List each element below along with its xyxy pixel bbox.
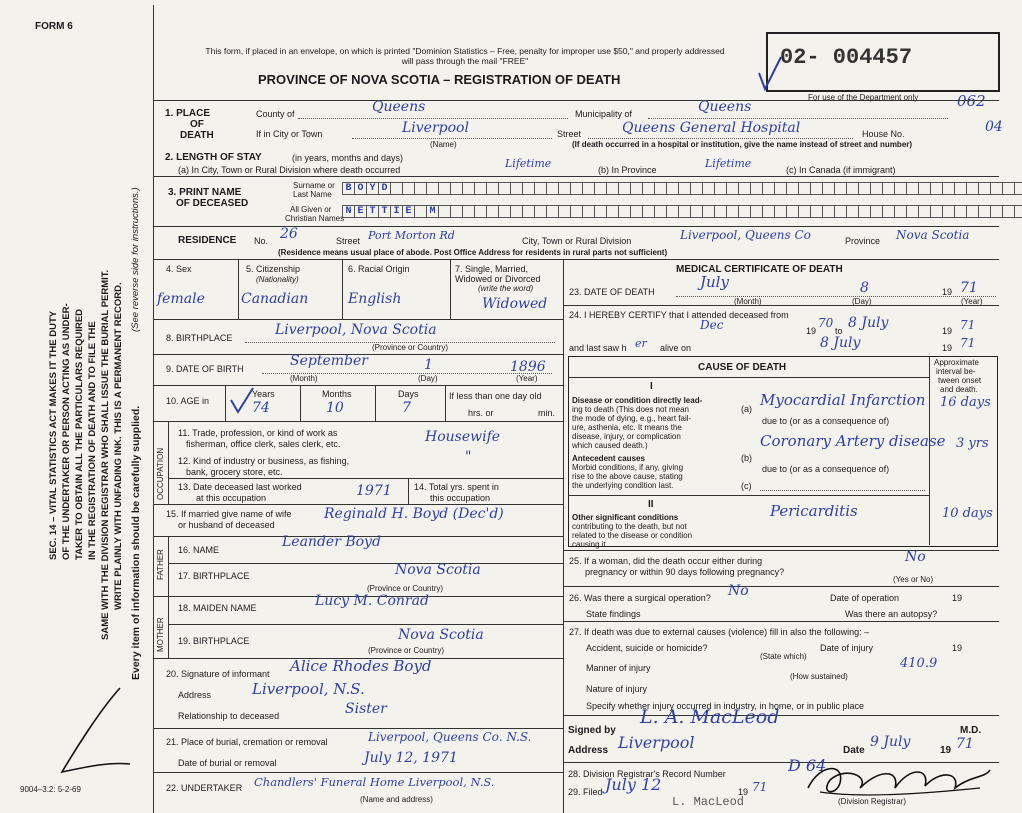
- residence-no-label: No.: [254, 236, 269, 246]
- place-label-3: DEATH: [180, 130, 214, 141]
- surname-letter-cell: O: [354, 182, 367, 195]
- rule: [168, 624, 563, 625]
- direct-label-1: Disease or condition directly lead-: [572, 396, 703, 405]
- rule: [153, 176, 999, 177]
- other-interval: 10 days: [942, 506, 993, 521]
- informant-label: 20. Signature of informant: [166, 669, 270, 679]
- city-label: If in City or Town: [256, 129, 323, 139]
- q27-label: 27. If death was due to external causes (violence) fill in also the following: –: [569, 627, 870, 637]
- municipality-label: Municipality of: [575, 109, 633, 119]
- relationship-label: Relationship to deceased: [178, 711, 280, 721]
- age-years-check-mark: [228, 386, 256, 416]
- q26-label: 26. Was there a surgical operation?: [569, 593, 711, 603]
- q29-label: 29. Filed: [568, 787, 603, 797]
- death-year-caption: (Year): [961, 297, 983, 306]
- given-names-grid: [342, 205, 1022, 218]
- interval-label-4: and death.: [940, 385, 978, 394]
- stay-b-value: Lifetime: [705, 157, 752, 170]
- filed-year-prefix: 19: [738, 787, 749, 797]
- department-use: For use of the Department only: [808, 93, 919, 102]
- dob-year-caption: (Year): [516, 374, 538, 383]
- relationship-value: Sister: [345, 701, 387, 717]
- surname-grid: [342, 182, 1022, 195]
- other-label-1: Other significant conditions: [572, 513, 679, 522]
- residence-division-label: City, Town or Rural Division: [522, 236, 632, 246]
- direct-label-2: ing to death (This does not mean: [572, 405, 689, 414]
- place-label-1: 1. PLACE: [165, 108, 211, 119]
- marital-value: Widowed: [482, 296, 548, 312]
- given-label-1: All Given or: [290, 205, 332, 214]
- stay-sub: (in years, months and days): [292, 153, 404, 163]
- attended-to-label: to: [835, 326, 843, 336]
- cause-title: CAUSE OF DEATH: [698, 362, 787, 373]
- rule: [342, 259, 343, 319]
- given-name-letter-cell: T: [366, 205, 379, 218]
- mother-name: Lucy M. Conrad: [315, 593, 429, 609]
- given-name-letter-cell: [1014, 205, 1022, 218]
- rule: [168, 536, 169, 658]
- street-value: Queens General Hospital: [622, 120, 801, 136]
- residence-province-label: Province: [845, 236, 881, 246]
- interval-label-2: interval be-: [936, 367, 976, 376]
- age-days: 7: [402, 400, 411, 416]
- dob-month: September: [290, 353, 368, 369]
- signed-date: 9 July: [870, 734, 911, 750]
- footer-code: 9004–3.2: 5-2-69: [20, 785, 81, 794]
- cause-b-label: (b): [741, 453, 752, 463]
- residence-province: Nova Scotia: [896, 228, 970, 242]
- operation-year-prefix: 19: [952, 593, 963, 603]
- surname-label-2: Last Name: [293, 190, 332, 199]
- q23-label: 23. DATE OF DEATH: [569, 287, 655, 297]
- father-birthplace-label: 17. BIRTHPLACE: [178, 571, 250, 581]
- physician-signature: L. A. MacLeod: [640, 706, 780, 728]
- stay-c-label: (c) In Canada (if immigrant): [786, 165, 896, 175]
- dotline: [648, 118, 948, 119]
- side-instructions-4: IN THE REGISTRATION OF DEATH AND TO FILE THE: [87, 321, 98, 560]
- dotline: [760, 490, 925, 491]
- racial-label: 6. Racial Origin: [348, 264, 410, 274]
- marital-label-2: Widowed or Divorced: [455, 274, 541, 284]
- surname-label-1: Surname or: [293, 181, 335, 190]
- stay-a-label: (a) In City, Town or Rural Division where death occurred: [178, 165, 401, 175]
- side-instructions-2: OF THE UNDERTAKER OR PERSON ACTING AS UNDER-: [61, 303, 72, 560]
- q11-value: Housewife: [425, 429, 501, 445]
- death-year-prefix: 19: [942, 287, 953, 297]
- signed-year: 71: [956, 736, 974, 752]
- given-name-letter-cell: I: [390, 205, 403, 218]
- rule: [408, 478, 409, 504]
- side-instructions-7: Every item of information should be carefully supplied.: [130, 405, 142, 680]
- q13-label-1: 13. Date deceased last worked: [178, 482, 302, 492]
- direct-label-5: disease, injury, or complication: [572, 432, 681, 441]
- injury-year-prefix: 19: [952, 643, 963, 653]
- spouse-value: Reginald H. Boyd (Dec'd): [324, 506, 504, 522]
- citizenship-sub: (Nationality): [256, 275, 299, 284]
- rule: [168, 421, 169, 504]
- q14-label-2: this occupation: [430, 493, 491, 503]
- spouse-label-2: or husband of deceased: [178, 520, 275, 530]
- rule: [568, 495, 929, 496]
- burial-place: Liverpool, Queens Co. N.S.: [368, 730, 532, 744]
- city-name-caption: (Name): [430, 140, 457, 149]
- form-number: FORM 6: [35, 21, 73, 32]
- dob-day-caption: (Day): [418, 374, 438, 383]
- part-one: I: [650, 381, 653, 392]
- rule: [168, 563, 563, 564]
- specify-label: Specify whether injury occurred in industry, in home, or in public place: [586, 701, 864, 711]
- rule: [563, 305, 999, 306]
- rule: [563, 259, 564, 813]
- manner-label: Manner of injury: [586, 663, 651, 673]
- dotline: [298, 118, 568, 119]
- residence-street: Port Morton Rd: [368, 229, 455, 242]
- q24-label: 24. I HEREBY CERTIFY that I attended deceased from: [569, 310, 789, 320]
- state-findings-label: State findings: [586, 609, 641, 619]
- surname-letter-cell: D: [378, 182, 391, 195]
- last-saw-year: 71: [960, 336, 976, 350]
- medical-title: MEDICAL CERTIFICATE OF DEATH: [676, 264, 843, 275]
- burial-place-label: 21. Place of burial, cremation or removal: [166, 737, 328, 747]
- md-label: M.D.: [960, 725, 982, 736]
- age-months: 10: [326, 400, 344, 416]
- age-label: 10. AGE in: [166, 396, 210, 406]
- hrs-label: hrs. or: [468, 408, 494, 418]
- name-label-1: 3. PRINT NAME: [168, 187, 242, 198]
- direct-label-6: which caused death.): [572, 441, 648, 450]
- rule: [153, 421, 563, 422]
- residence-division: Liverpool, Queens Co: [680, 228, 811, 242]
- death-day: 8: [860, 280, 869, 296]
- attended-from-year: 70: [818, 316, 834, 330]
- rule: [563, 550, 999, 551]
- attended-to-year-prefix: 19: [942, 326, 953, 336]
- form-title: PROVINCE OF NOVA SCOTIA – REGISTRATION OF DEATH: [258, 72, 621, 87]
- signed-by-label: Signed by: [568, 725, 616, 736]
- cause-b-value: Coronary Artery disease: [760, 432, 946, 450]
- side-instructions-6: WRITE PLAINLY WITH UNFADING INK. THIS IS A PERMANENT RECORD.: [113, 282, 124, 610]
- rule: [563, 586, 999, 587]
- less-than-day-label: If less than one day old: [449, 391, 542, 401]
- interval-label-1: Approximate: [934, 358, 979, 367]
- rule: [300, 385, 301, 421]
- residence-street-label: Street: [336, 236, 361, 246]
- autopsy-label: Was there an autopsy?: [845, 609, 938, 619]
- birthplace-caption: (Province or Country): [372, 343, 449, 352]
- cause-b-interval: 3 yrs: [956, 436, 989, 451]
- given-name-letter-cell: T: [378, 205, 391, 218]
- cause-a-value: Myocardial Infarction: [760, 391, 926, 409]
- side-instructions-reverse: (See reverse side for instructions.): [130, 187, 141, 332]
- due-to-a: due to (or as a consequence of): [762, 416, 890, 426]
- undertaker-caption: (Name and address): [360, 795, 433, 804]
- dob-year: 1896: [510, 359, 546, 375]
- death-month: July: [700, 273, 729, 291]
- last-saw-date: 8 July: [820, 335, 861, 351]
- informant-signature: Alice Rhodes Boyd: [290, 657, 432, 675]
- attended-to-year: 71: [960, 318, 976, 332]
- filed-date: July 12: [605, 775, 662, 794]
- registration-number-box: [766, 32, 1000, 92]
- mother-birthplace-caption: (Province or Country): [368, 646, 445, 655]
- antecedent-label-4: the underlying condition last.: [572, 481, 674, 490]
- age-years: 74: [252, 400, 270, 416]
- age-days-label: Days: [398, 389, 419, 399]
- q13-value: 1971: [356, 483, 392, 499]
- cause-a-label: (a): [741, 404, 752, 414]
- q25-label-2: pregnancy or within 90 days following pregnancy?: [585, 567, 785, 577]
- rule: [375, 385, 376, 421]
- registrar-stamp: L. MacLeod: [672, 795, 745, 809]
- attended-to: 8 July: [848, 315, 889, 331]
- informant-address-label: Address: [178, 690, 212, 700]
- dotline: [588, 138, 853, 139]
- left-border: [153, 5, 154, 813]
- dob-day: 1: [424, 357, 433, 373]
- alive-on-label: alive on: [660, 343, 692, 353]
- death-year: 71: [960, 280, 978, 296]
- mother-side-label: MOTHER: [156, 617, 165, 652]
- registration-number: 02- 004457: [780, 45, 913, 70]
- rule: [445, 385, 446, 421]
- place-label-2: OF: [190, 119, 204, 130]
- rule: [450, 259, 451, 319]
- father-birthplace: Nova Scotia: [395, 562, 481, 578]
- undertaker-label: 22. UNDERTAKER: [166, 783, 243, 793]
- age-years-label: Years: [252, 389, 275, 399]
- q28-label: 28. Division Registrar's Record Number: [568, 769, 726, 779]
- antecedent-label-3: rise to the above cause, stating: [572, 472, 683, 481]
- signed-date-label: Date: [843, 745, 865, 756]
- birthplace-value: Liverpool, Nova Scotia: [275, 322, 437, 338]
- rule: [153, 259, 999, 260]
- other-label-3: related to the disease or condition: [572, 531, 693, 540]
- dob-month-caption: (Month): [290, 374, 318, 383]
- min-label: min.: [538, 408, 556, 418]
- burial-date-label: Date of burial or removal: [178, 758, 277, 768]
- rule: [153, 319, 563, 320]
- given-name-letter-cell: E: [354, 205, 367, 218]
- direct-label-4: ure, asthenia, etc. It means the: [572, 423, 682, 432]
- mother-birthplace-label: 19. BIRTHPLACE: [178, 636, 250, 646]
- mother-birthplace: Nova Scotia: [398, 627, 484, 643]
- record-number: D 64: [788, 756, 827, 775]
- q12-label-2: bank, grocery store, etc.: [186, 467, 283, 477]
- rule: [238, 259, 239, 319]
- burial-date: July 12, 1971: [364, 750, 458, 766]
- name-label-2: OF DECEASED: [176, 198, 249, 209]
- direct-label-3: the mode of dying, e.g., heart fail-: [572, 414, 692, 423]
- how-sustained-caption: (How sustained): [790, 672, 848, 681]
- nature-label: Nature of injury: [586, 684, 648, 694]
- q13-label-2: at this occupation: [196, 493, 267, 503]
- rule: [225, 385, 226, 421]
- accident-label: Accident, suicide or homicide?: [586, 643, 708, 653]
- house-label: House No.: [862, 129, 905, 139]
- last-saw-year-prefix: 19: [942, 343, 953, 353]
- county-value: Queens: [372, 99, 426, 115]
- antecedent-label-2: Morbid conditions, if any, giving: [572, 463, 684, 472]
- last-saw-her: er: [635, 337, 647, 350]
- q12-value: ": [465, 449, 472, 465]
- residence-label: RESIDENCE: [178, 235, 237, 246]
- clerk-initial-mark: [40, 680, 140, 780]
- residence-note: (Residence means usual place of abode. Post Office Address for residents in rural parts not sufficient): [278, 248, 668, 257]
- surname-letter-cell: B: [342, 182, 355, 195]
- given-label-2: Christian Names: [285, 214, 345, 223]
- q11-label-1: 11. Trade, profession, or kind of work as: [178, 428, 338, 438]
- rule: [153, 772, 563, 773]
- other-label-2: contributing to the death, but not: [572, 522, 687, 531]
- classification-code: 410.9: [900, 656, 938, 671]
- filed-year: 71: [752, 780, 768, 794]
- q25-label-1: 25. If a woman, did the death occur either during: [569, 556, 763, 566]
- rule: [563, 621, 999, 622]
- hospital-note: (If death occurred in a hospital or institution, give the name instead of street and number): [572, 140, 913, 149]
- part-two: II: [648, 499, 654, 510]
- marital-label-3: (write the word): [478, 284, 534, 293]
- physician-address: Liverpool: [618, 733, 695, 752]
- father-name: Leander Boyd: [282, 534, 381, 550]
- q25-value: No: [905, 549, 926, 565]
- father-name-label: 16. NAME: [178, 545, 220, 555]
- attended-from-year-prefix: 19: [806, 326, 817, 336]
- physician-address-label: Address: [568, 745, 609, 756]
- surname-letter-cell: Y: [366, 182, 379, 195]
- antecedent-label-1: Antecedent causes: [572, 454, 645, 463]
- death-day-caption: (Day): [852, 297, 872, 306]
- q14-label-1: 14. Total yrs. spent in: [414, 482, 499, 492]
- marital-label-1: 7. Single, Married,: [455, 264, 529, 274]
- dept-code-place: 062: [957, 92, 986, 110]
- rule: [168, 478, 563, 479]
- q25-caption: (Yes or No): [893, 575, 934, 584]
- cause-a-interval: 16 days: [940, 395, 991, 410]
- due-to-b: due to (or as a consequence of): [762, 464, 890, 474]
- stay-b-label: (b) In Province: [598, 165, 657, 175]
- header-note: This form, if placed in an envelope, on which is printed "Dominion Statistics – Free, penalty for improper use $50," and properly addressed will pass through the mail "FREE": [205, 46, 725, 66]
- city-value: Liverpool: [402, 120, 469, 136]
- father-birthplace-caption: (Province or Country): [367, 584, 444, 593]
- registrar-caption: (Division Registrar): [838, 797, 907, 806]
- cause-c-label: (c): [741, 481, 752, 491]
- given-name-letter-cell: E: [402, 205, 415, 218]
- rule: [929, 356, 930, 545]
- municipality-value: Queens: [698, 99, 752, 115]
- racial-value: English: [348, 291, 402, 307]
- stay-a-value: Lifetime: [505, 157, 552, 170]
- interval-label-3: tween onset: [938, 376, 982, 385]
- father-side-label: FATHER: [156, 549, 165, 580]
- dept-code-house: 04: [985, 119, 1003, 135]
- q26-value: No: [728, 583, 749, 599]
- rule: [153, 385, 563, 386]
- other-value: Pericarditis: [770, 502, 858, 520]
- attended-from: Dec: [700, 318, 724, 332]
- operation-date-label: Date of operation: [830, 593, 900, 603]
- age-months-label: Months: [322, 389, 352, 399]
- side-instructions-5: SAME WITH THE DIVISION REGISTRAR WHO SHALL ISSUE THE BURIAL PERMIT.: [100, 269, 111, 640]
- surname-letter-cell: [1014, 182, 1022, 195]
- dotline: [352, 138, 552, 139]
- side-instructions-3: TAKER TO OBTAIN ALL THE PARTICULARS REQUIRED: [74, 308, 85, 560]
- undertaker-value: Chandlers' Funeral Home Liverpool, N.S.: [254, 775, 495, 789]
- citizenship-label: 5. Citizenship: [246, 264, 301, 274]
- birthplace-label: 8. BIRTHPLACE: [166, 333, 233, 343]
- rule: [563, 715, 999, 716]
- county-label: County of: [256, 109, 295, 119]
- street-label: Street: [557, 129, 582, 139]
- q11-label-2: fisherman, office clerk, sales clerk, etc.: [186, 439, 341, 449]
- given-name-letter-cell: M: [426, 205, 439, 218]
- injury-date-label: Date of injury: [820, 643, 874, 653]
- death-month-caption: (Month): [734, 297, 762, 306]
- spouse-label-1: 15. If married give name of wife: [166, 509, 292, 519]
- citizenship-value: Canadian: [241, 291, 309, 307]
- rule: [153, 100, 999, 101]
- side-instructions-1: SEC. 14 – VITAL STATISTICS ACT MAKES IT THE DUTY: [48, 310, 59, 560]
- stay-label: 2. LENGTH OF STAY: [165, 152, 262, 163]
- dob-label: 9. DATE OF BIRTH: [166, 364, 244, 374]
- rule: [153, 504, 563, 505]
- check-mark: [755, 55, 785, 95]
- mother-name-label: 18. MAIDEN NAME: [178, 603, 257, 613]
- residence-no: 26: [280, 226, 298, 242]
- q12-label-1: 12. Kind of industry or business, as fishing,: [178, 456, 350, 466]
- state-which-caption: (State which): [760, 652, 807, 661]
- sex-value: female: [157, 291, 205, 307]
- last-saw-label: and last saw h: [569, 343, 627, 353]
- sex-label: 4. Sex: [166, 264, 192, 274]
- informant-address: Liverpool, N.S.: [252, 680, 365, 698]
- rule: [568, 377, 929, 378]
- rule: [153, 728, 563, 729]
- other-label-4: causing it.: [572, 540, 609, 549]
- given-name-letter-cell: N: [342, 205, 355, 218]
- occupation-side-label: OCCUPATION: [156, 447, 165, 500]
- signed-year-prefix: 19: [940, 745, 952, 756]
